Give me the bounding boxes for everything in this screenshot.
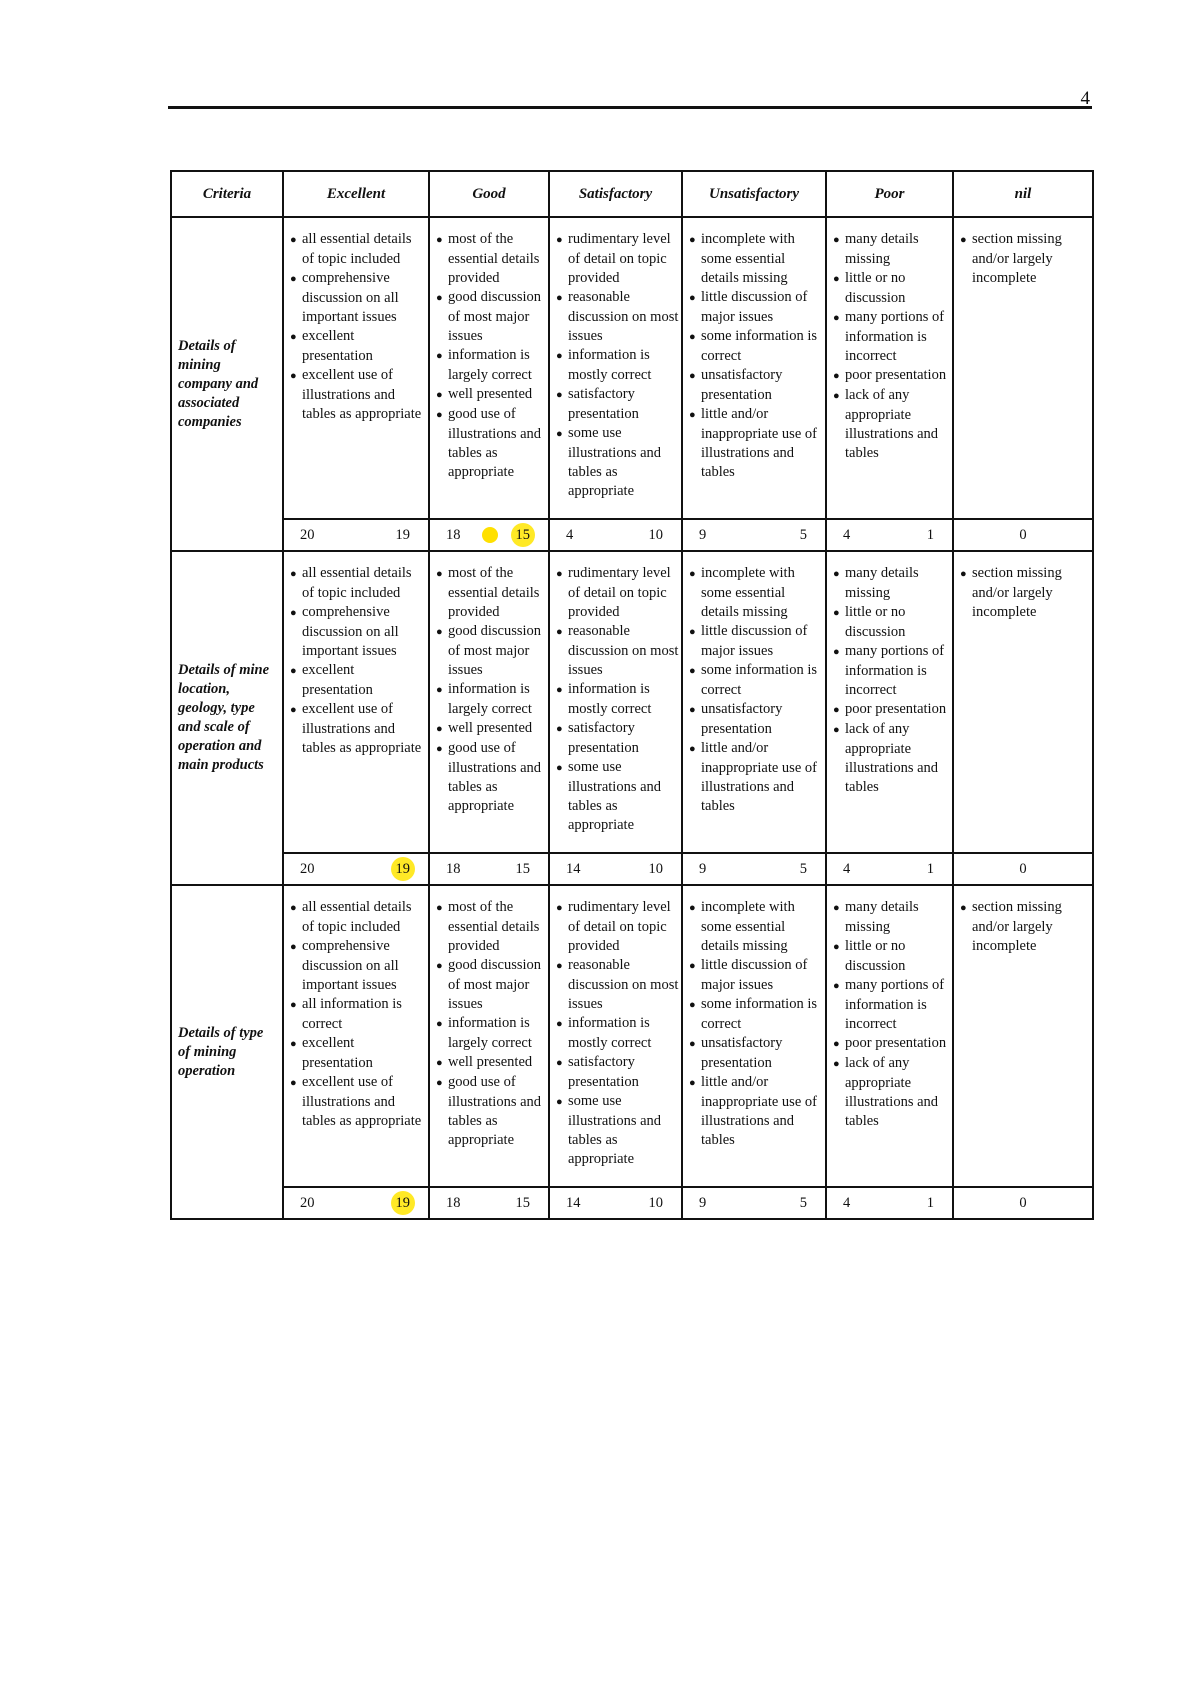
score-min: 15 — [515, 1194, 530, 1211]
score-value: 0 — [1019, 860, 1027, 877]
header-poor: Poor — [826, 171, 953, 217]
descriptor-item: ● most of the essential details provided — [436, 899, 540, 954]
score-row — [171, 519, 1093, 551]
descriptor-cell-poor — [826, 551, 953, 853]
descriptor-item: ● little and/or inappropriate use of illustrations and tables — [689, 406, 817, 480]
score-cell-excellent — [283, 1187, 429, 1219]
criteria-row — [171, 217, 1093, 519]
descriptor-list — [550, 218, 681, 501]
descriptor-cell-excellent — [283, 217, 429, 519]
score-cell-satisfactory — [549, 519, 682, 551]
bullet-icon: ● — [556, 902, 563, 914]
descriptor-item: ● excellent presentation — [290, 328, 373, 364]
score-max: 18 — [446, 860, 461, 877]
descriptor-item: ● section missing and/or largely incomplete — [960, 231, 1062, 286]
descriptor-item: ● poor presentation — [831, 700, 950, 720]
descriptor-item: ● excellent use of illustrations and tables as appropriate — [290, 1074, 422, 1129]
bullet-icon: ● — [689, 665, 696, 677]
bullet-icon: ● — [436, 292, 443, 304]
score-min: 5 — [799, 526, 807, 543]
header-rule — [168, 106, 1092, 109]
score-max: 9 — [699, 526, 707, 543]
bullet-icon: ● — [436, 626, 443, 638]
bullet-icon: ● — [290, 1038, 297, 1050]
bullet-icon: ● — [556, 960, 563, 972]
score-min: 1 — [926, 526, 934, 543]
header-row — [171, 171, 1093, 217]
bullet-icon: ● — [960, 568, 967, 580]
bullet-icon: ● — [290, 665, 297, 677]
rubric-table — [170, 170, 1094, 1220]
descriptor-cell-unsatisfactory — [682, 885, 826, 1187]
descriptor-item: ● information is mostly correct — [556, 347, 652, 383]
bullet-icon: ● — [556, 568, 563, 580]
descriptor-item: ● comprehensive discussion on all important issues — [290, 604, 399, 659]
descriptor-list — [430, 218, 548, 482]
bullet-icon: ● — [436, 350, 443, 362]
score-min: 19 — [395, 860, 410, 877]
header-nil: nil — [953, 171, 1093, 217]
descriptor-item: ● some information is correct — [689, 662, 817, 698]
score-cell-satisfactory — [549, 853, 682, 885]
descriptor-item: ● well presented — [434, 385, 546, 405]
descriptor-item: ● unsatisfactory presentation — [689, 367, 783, 403]
page-number: 4 — [1080, 88, 1090, 109]
descriptor-item: ● poor presentation — [831, 366, 950, 386]
descriptor-item: ● many portions of information is incorrect — [833, 977, 945, 1032]
descriptor-item: ● most of the essential details provided — [436, 565, 540, 620]
bullet-icon: ● — [689, 960, 696, 972]
bullet-icon: ● — [436, 1057, 443, 1069]
descriptor-list — [827, 552, 952, 797]
descriptor-item: ● many details missing — [833, 899, 919, 935]
descriptor-item: ● section missing and/or largely incomplete — [960, 565, 1062, 620]
descriptor-item: ● information is mostly correct — [556, 1015, 652, 1051]
score-max: 20 — [300, 526, 315, 543]
score-min: 5 — [799, 1194, 807, 1211]
descriptor-item: ● good discussion of most major issues — [436, 957, 542, 1012]
bullet-icon: ● — [833, 273, 840, 285]
descriptor-item: ● little or no discussion — [833, 604, 906, 640]
criteria-row — [171, 551, 1093, 853]
score-max: 4 — [843, 860, 851, 877]
bullet-icon: ● — [290, 999, 297, 1011]
bullet-icon: ● — [436, 1077, 443, 1089]
bullet-icon: ● — [290, 234, 297, 246]
bullet-icon: ● — [556, 684, 563, 696]
bullet-icon: ● — [556, 389, 563, 401]
descriptor-item: ● little discussion of major issues — [689, 623, 808, 659]
bullet-icon: ● — [833, 390, 840, 402]
bullet-icon: ● — [556, 1018, 563, 1030]
score-min: 10 — [648, 526, 663, 543]
bullet-icon: ● — [833, 902, 840, 914]
descriptor-list — [683, 552, 825, 816]
bullet-icon: ● — [556, 350, 563, 362]
bullet-icon: ● — [833, 568, 840, 580]
descriptor-list — [550, 552, 681, 835]
score-row — [171, 853, 1093, 885]
descriptor-list — [683, 218, 825, 482]
bullet-icon: ● — [689, 568, 696, 580]
header-unsatisfactory: Unsatisfactory — [682, 171, 826, 217]
score-cell-good — [429, 853, 549, 885]
score-min: 19 — [395, 1194, 410, 1211]
descriptor-cell-satisfactory — [549, 551, 682, 853]
descriptor-list — [284, 886, 428, 1131]
descriptor-item: ● well presented — [434, 719, 546, 739]
bullet-icon: ● — [290, 273, 297, 285]
score-cell-good — [429, 1187, 549, 1219]
descriptor-item: ● some information is correct — [689, 328, 817, 364]
descriptor-item: ● unsatisfactory presentation — [689, 1035, 783, 1071]
descriptor-item: ● comprehensive discussion on all important issues — [290, 270, 399, 325]
score-value: 0 — [1019, 526, 1027, 543]
descriptor-item: ● some use illustrations and tables as appropriate — [556, 425, 662, 499]
descriptor-cell-excellent — [283, 551, 429, 853]
score-max: 14 — [566, 1194, 581, 1211]
descriptor-item: ● excellent presentation — [290, 662, 373, 698]
bullet-icon: ● — [556, 626, 563, 638]
bullet-icon: ● — [556, 428, 563, 440]
bullet-icon: ● — [833, 646, 840, 658]
bullet-icon: ● — [689, 370, 696, 382]
score-cell-unsatisfactory — [682, 853, 826, 885]
descriptor-list — [954, 552, 1092, 622]
score-value: 0 — [1019, 1194, 1027, 1211]
bullet-icon: ● — [436, 960, 443, 972]
score-max: 9 — [699, 1194, 707, 1211]
score-cell-nil — [953, 1187, 1093, 1219]
bullet-icon: ● — [689, 704, 696, 716]
score-min: 10 — [648, 1194, 663, 1211]
score-max: 14 — [566, 860, 581, 877]
descriptor-item: ● rudimentary level of detail on topic provided — [556, 565, 671, 620]
score-max: 20 — [300, 1194, 315, 1211]
descriptor-item: ● all essential details of topic included — [290, 231, 412, 267]
descriptor-item: ● good use of illustrations and tables as appropriate — [436, 1074, 542, 1148]
bullet-icon: ● — [436, 723, 443, 735]
descriptor-item: ● excellent presentation — [290, 1035, 373, 1071]
descriptor-item: ● information is largely correct — [436, 347, 532, 383]
descriptor-item: ● lack of any appropriate illustrations and tables — [833, 387, 939, 461]
score-min: 19 — [395, 526, 410, 543]
score-cell-unsatisfactory — [682, 1187, 826, 1219]
descriptor-item: ● good use of illustrations and tables as appropriate — [436, 740, 542, 814]
score-max: 4 — [843, 526, 851, 543]
descriptor-item: ● lack of any appropriate illustrations and tables — [833, 1055, 939, 1129]
descriptor-cell-good — [429, 217, 549, 519]
header-excellent: Excellent — [283, 171, 429, 217]
descriptor-item: ● section missing and/or largely incomplete — [960, 899, 1062, 954]
descriptor-item: ● many details missing — [833, 231, 919, 267]
bullet-icon: ● — [436, 389, 443, 401]
descriptor-item: ● good use of illustrations and tables as appropriate — [436, 406, 542, 480]
header-criteria: Criteria — [171, 171, 283, 217]
bullet-icon: ● — [290, 1077, 297, 1089]
descriptor-cell-nil — [953, 551, 1093, 853]
descriptor-item: ● many details missing — [833, 565, 919, 601]
score-max: 4 — [566, 526, 574, 543]
descriptor-list — [954, 218, 1092, 288]
bullet-icon: ● — [436, 902, 443, 914]
descriptor-cell-satisfactory — [549, 885, 682, 1187]
bullet-icon: ● — [833, 980, 840, 992]
highlighter-mark — [482, 527, 498, 543]
descriptor-cell-poor — [826, 885, 953, 1187]
bullet-icon: ● — [556, 292, 563, 304]
descriptor-item: ● satisfactory presentation — [556, 1054, 639, 1090]
descriptor-item: ● many portions of information is incorrect — [833, 643, 945, 698]
descriptor-list — [683, 886, 825, 1150]
bullet-icon: ● — [556, 1057, 563, 1069]
descriptor-item: ● little and/or inappropriate use of illustrations and tables — [689, 1074, 817, 1148]
bullet-icon: ● — [290, 568, 297, 580]
score-cell-good — [429, 519, 549, 551]
descriptor-cell-unsatisfactory — [682, 551, 826, 853]
bullet-icon: ● — [436, 684, 443, 696]
score-cell-poor — [826, 853, 953, 885]
descriptor-item: ● rudimentary level of detail on topic provided — [556, 231, 671, 286]
descriptor-cell-poor — [826, 217, 953, 519]
descriptor-item: ● little or no discussion — [833, 270, 906, 306]
criteria-label: Details of mining company and associated companies — [171, 217, 283, 551]
score-cell-poor — [826, 1187, 953, 1219]
bullet-icon: ● — [833, 607, 840, 619]
bullet-icon: ● — [689, 1038, 696, 1050]
descriptor-list — [550, 886, 681, 1169]
score-cell-unsatisfactory — [682, 519, 826, 551]
descriptor-item: ● unsatisfactory presentation — [689, 701, 783, 737]
bullet-icon: ● — [689, 743, 696, 755]
score-max: 18 — [446, 1194, 461, 1211]
descriptor-item: ● poor presentation — [831, 1034, 950, 1054]
criteria-row — [171, 885, 1093, 1187]
descriptor-item: ● rudimentary level of detail on topic provided — [556, 899, 671, 954]
score-cell-nil — [953, 519, 1093, 551]
descriptor-cell-satisfactory — [549, 217, 682, 519]
bullet-icon: ● — [556, 1096, 563, 1108]
score-cell-excellent — [283, 853, 429, 885]
descriptor-item: ● some use illustrations and tables as appropriate — [556, 759, 662, 833]
descriptor-item: ● information is largely correct — [436, 1015, 532, 1051]
bullet-icon: ● — [290, 607, 297, 619]
descriptor-item: ● incomplete with some essential details missing — [689, 899, 795, 954]
bullet-icon: ● — [960, 234, 967, 246]
score-max: 9 — [699, 860, 707, 877]
bullet-icon: ● — [833, 1038, 840, 1050]
descriptor-list — [954, 886, 1092, 956]
bullet-icon: ● — [290, 902, 297, 914]
bullet-icon: ● — [689, 409, 696, 421]
descriptor-item: ● all essential details of topic included — [290, 899, 412, 935]
score-cell-excellent — [283, 519, 429, 551]
score-max: 18 — [446, 526, 461, 543]
bullet-icon: ● — [689, 902, 696, 914]
bullet-icon: ● — [833, 1058, 840, 1070]
bullet-icon: ● — [689, 292, 696, 304]
descriptor-item: ● satisfactory presentation — [556, 720, 639, 756]
bullet-icon: ● — [833, 941, 840, 953]
score-min: 5 — [799, 860, 807, 877]
header-satisfactory: Satisfactory — [549, 171, 682, 217]
descriptor-item: ● comprehensive discussion on all important issues — [290, 938, 399, 993]
descriptor-list — [284, 218, 428, 424]
score-cell-satisfactory — [549, 1187, 682, 1219]
descriptor-list — [430, 552, 548, 816]
bullet-icon: ● — [436, 234, 443, 246]
descriptor-item: ● good discussion of most major issues — [436, 623, 542, 678]
descriptor-list — [430, 886, 548, 1150]
descriptor-item: ● some use illustrations and tables as appropriate — [556, 1093, 662, 1167]
bullet-icon: ● — [689, 1077, 696, 1089]
descriptor-item: ● excellent use of illustrations and tables as appropriate — [290, 367, 422, 422]
score-cell-nil — [953, 853, 1093, 885]
descriptor-item: ● all information is correct — [290, 996, 402, 1032]
descriptor-item: ● reasonable discussion on most issues — [556, 623, 679, 678]
header-good: Good — [429, 171, 549, 217]
score-min: 15 — [515, 526, 530, 543]
descriptor-item: ● satisfactory presentation — [556, 386, 639, 422]
bullet-icon: ● — [436, 743, 443, 755]
descriptor-cell-unsatisfactory — [682, 217, 826, 519]
descriptor-item: ● information is mostly correct — [556, 681, 652, 717]
descriptor-item: ● reasonable discussion on most issues — [556, 289, 679, 344]
bullet-icon: ● — [833, 370, 840, 382]
descriptor-item: ● lack of any appropriate illustrations and tables — [833, 721, 939, 795]
bullet-icon: ● — [556, 723, 563, 735]
bullet-icon: ● — [689, 626, 696, 638]
score-max: 20 — [300, 860, 315, 877]
bullet-icon: ● — [556, 762, 563, 774]
descriptor-cell-excellent — [283, 885, 429, 1187]
bullet-icon: ● — [689, 331, 696, 343]
criteria-label: Details of mine location, geology, type and scale of operation and main products — [171, 551, 283, 885]
bullet-icon: ● — [833, 234, 840, 246]
bullet-icon: ● — [290, 331, 297, 343]
score-min: 1 — [926, 860, 934, 877]
descriptor-cell-good — [429, 885, 549, 1187]
score-min: 15 — [515, 860, 530, 877]
descriptor-item: ● incomplete with some essential details missing — [689, 231, 795, 286]
descriptor-item: ● many portions of information is incorrect — [833, 309, 945, 364]
descriptor-cell-good — [429, 551, 549, 853]
score-min: 10 — [648, 860, 663, 877]
descriptor-item: ● little or no discussion — [833, 938, 906, 974]
bullet-icon: ● — [436, 1018, 443, 1030]
bullet-icon: ● — [689, 234, 696, 246]
bullet-icon: ● — [290, 370, 297, 382]
descriptor-list — [284, 552, 428, 758]
bullet-icon: ● — [436, 568, 443, 580]
descriptor-item: ● incomplete with some essential details missing — [689, 565, 795, 620]
descriptor-item: ● little discussion of major issues — [689, 289, 808, 325]
bullet-icon: ● — [833, 704, 840, 716]
descriptor-item: ● little discussion of major issues — [689, 957, 808, 993]
descriptor-list — [827, 218, 952, 463]
descriptor-item: ● reasonable discussion on most issues — [556, 957, 679, 1012]
criteria-label: Details of type of mining operation — [171, 885, 283, 1219]
descriptor-item: ● excellent use of illustrations and tables as appropriate — [290, 701, 422, 756]
descriptor-cell-nil — [953, 885, 1093, 1187]
score-row — [171, 1187, 1093, 1219]
bullet-icon: ● — [556, 234, 563, 246]
score-min: 1 — [926, 1194, 934, 1211]
descriptor-cell-nil — [953, 217, 1093, 519]
descriptor-item: ● information is largely correct — [436, 681, 532, 717]
score-cell-poor — [826, 519, 953, 551]
bullet-icon: ● — [960, 902, 967, 914]
bullet-icon: ● — [290, 941, 297, 953]
descriptor-item: ● all essential details of topic included — [290, 565, 412, 601]
bullet-icon: ● — [290, 704, 297, 716]
bullet-icon: ● — [833, 724, 840, 736]
descriptor-item: ● most of the essential details provided — [436, 231, 540, 286]
descriptor-list — [827, 886, 952, 1131]
descriptor-item: ● little and/or inappropriate use of illustrations and tables — [689, 740, 817, 814]
bullet-icon: ● — [689, 999, 696, 1011]
bullet-icon: ● — [833, 312, 840, 324]
descriptor-item: ● well presented — [434, 1053, 546, 1073]
bullet-icon: ● — [436, 409, 443, 421]
score-max: 4 — [843, 1194, 851, 1211]
descriptor-item: ● good discussion of most major issues — [436, 289, 542, 344]
descriptor-item: ● some information is correct — [689, 996, 817, 1032]
